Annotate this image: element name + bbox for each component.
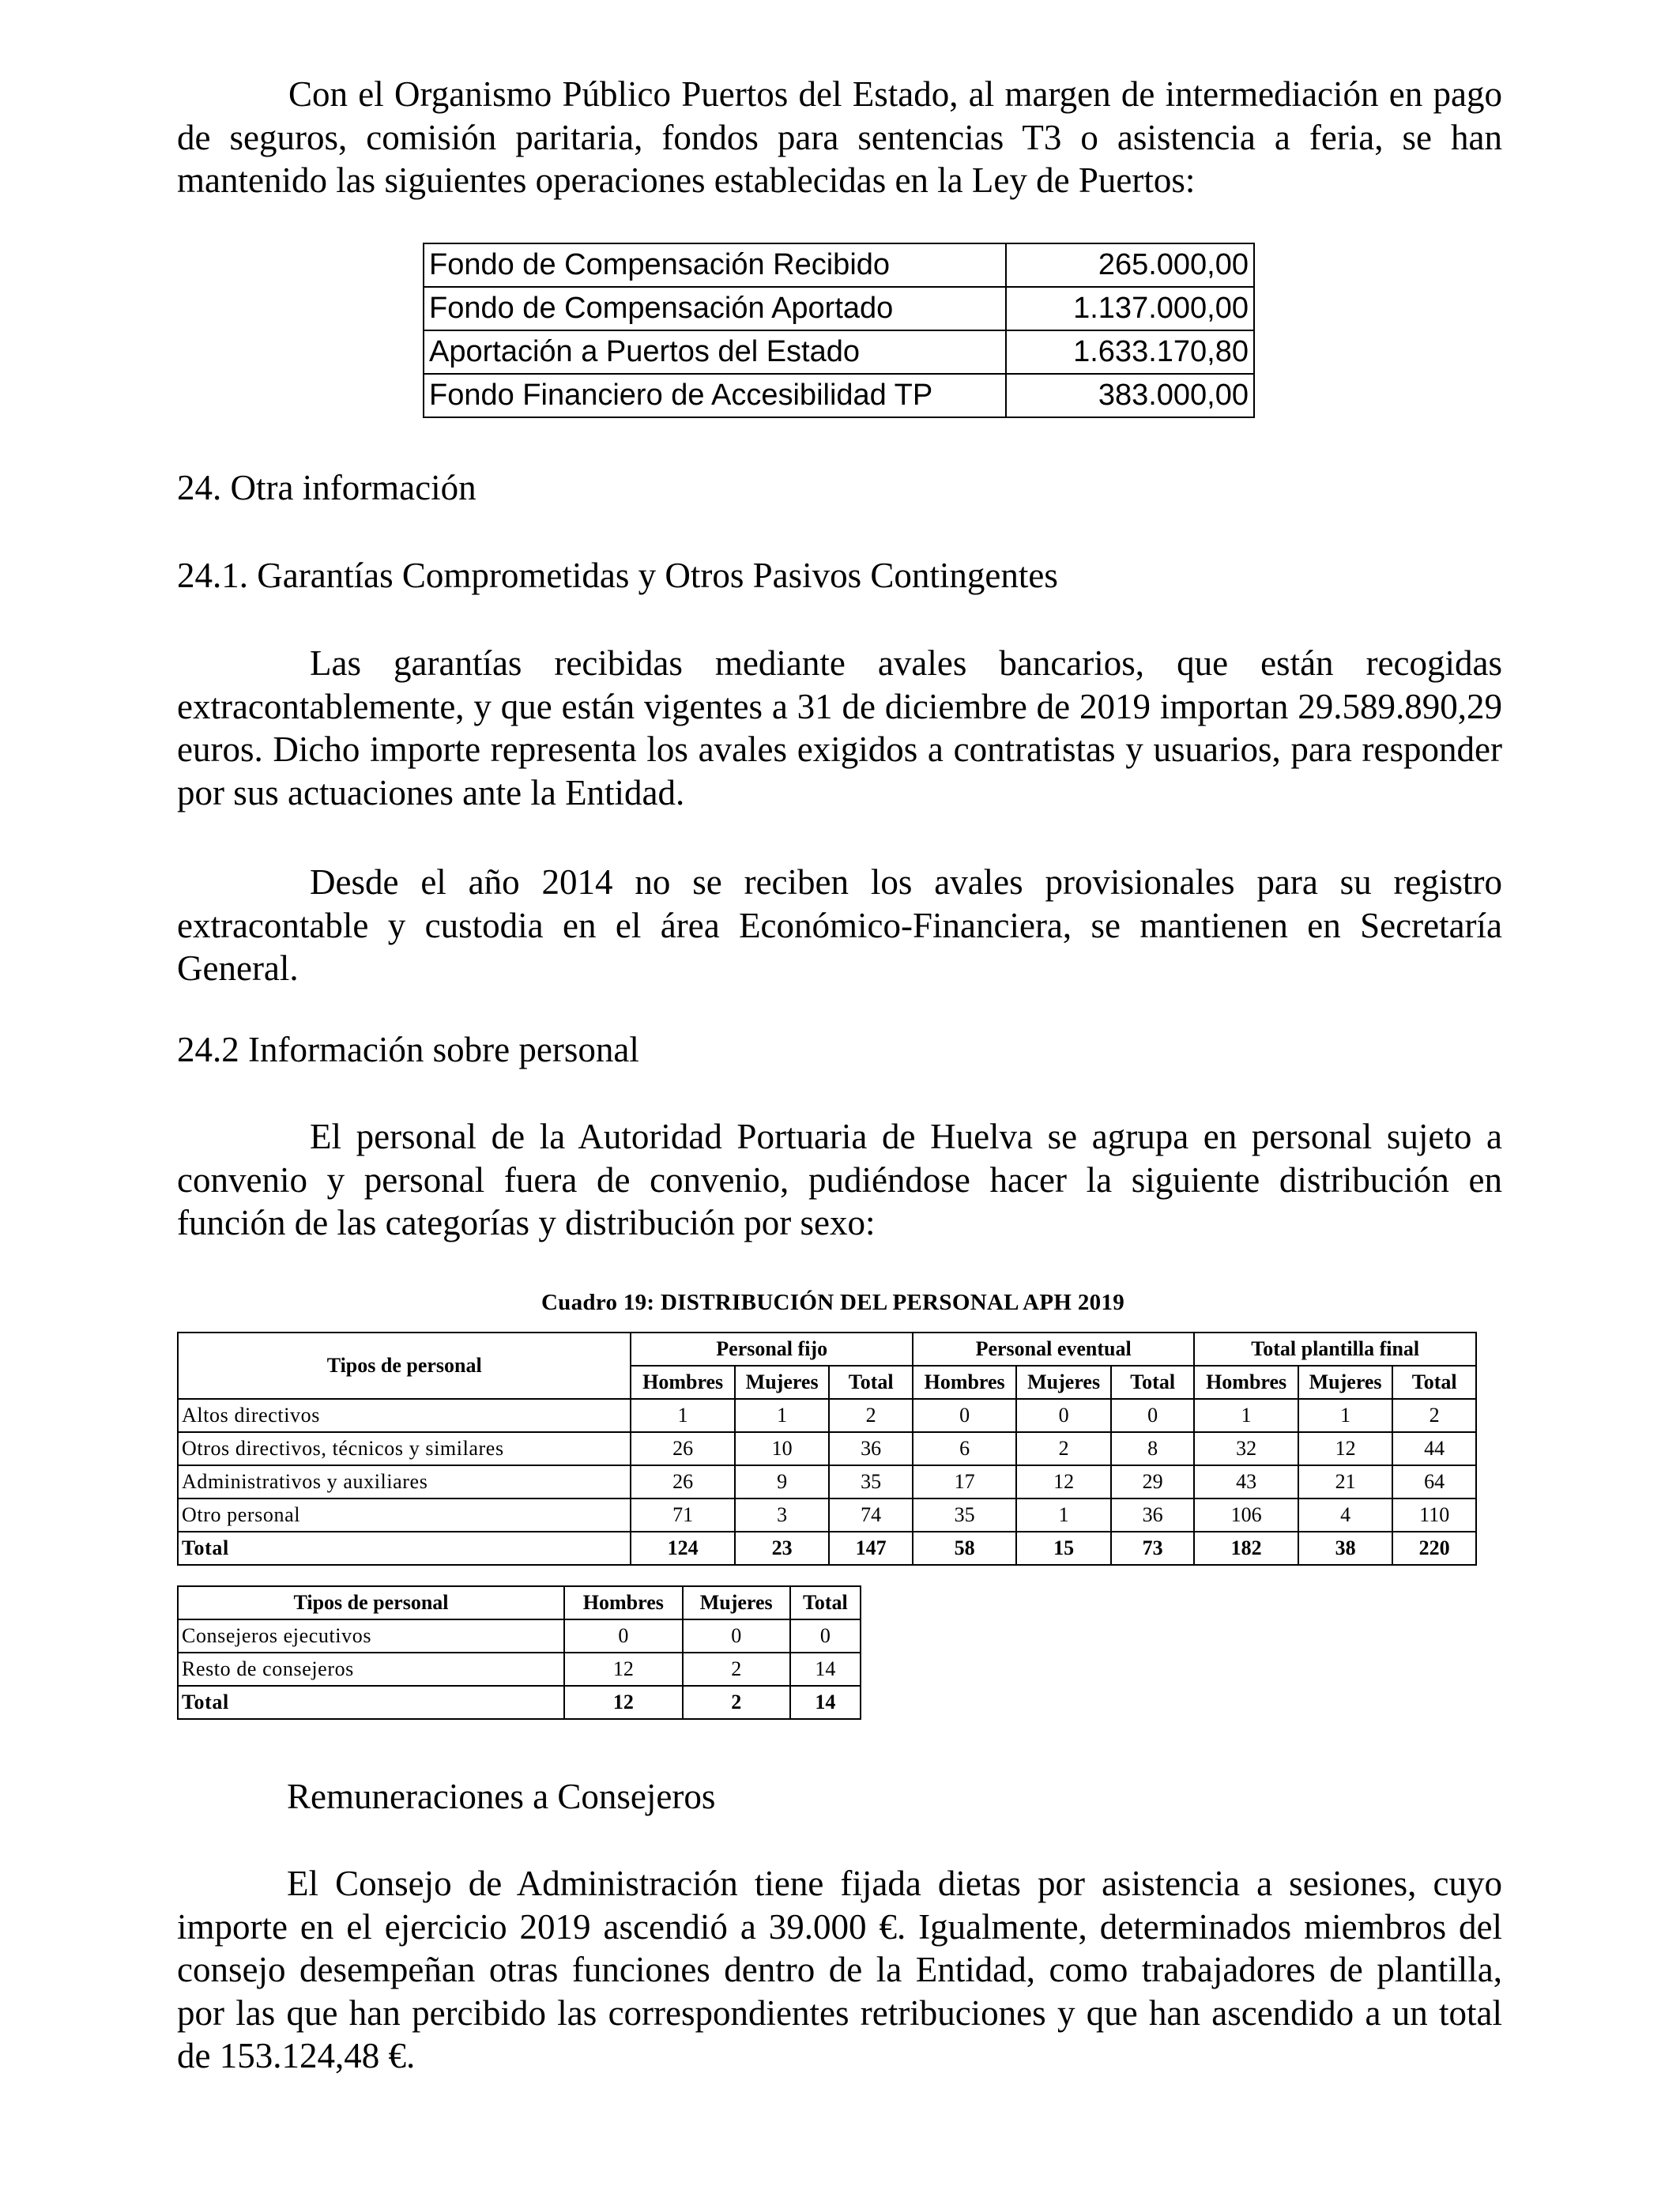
table-cell: 6 xyxy=(913,1432,1016,1465)
table-cell: 1 xyxy=(631,1399,734,1432)
table-row xyxy=(178,1532,1476,1565)
table-cell: 2 xyxy=(683,1653,790,1686)
table-cell: 12 xyxy=(564,1686,683,1719)
table-cell: 2 xyxy=(1392,1399,1476,1432)
table-row xyxy=(178,1619,861,1653)
column-header: Total xyxy=(829,1366,913,1399)
table-cell: 1 xyxy=(1194,1399,1298,1432)
personal-distribution-table xyxy=(177,1332,1477,1566)
table-cell: 1 xyxy=(1016,1498,1111,1532)
table-caption: Cuadro 19: DISTRIBUCIÓN DEL PERSONAL APH 2019 xyxy=(541,1290,1125,1315)
section-heading-24: 24. Otra información xyxy=(177,468,477,507)
table-cell: 14 xyxy=(790,1653,861,1686)
group-header: Total plantilla final xyxy=(1194,1333,1476,1366)
fund-label: Aportación a Puertos del Estado xyxy=(424,330,1006,374)
table-cell: 21 xyxy=(1298,1465,1393,1498)
table-cell: 74 xyxy=(829,1498,913,1532)
table-cell: 38 xyxy=(1298,1532,1393,1565)
fund-row xyxy=(424,243,1254,287)
paragraph-garantias: Las garantías recibidas mediante avales bancarios, que están recogidas extracontablemente, y que están vigentes a 31 de diciembre de 2019 importan 29.589.890,29 euros. Dicho importe representa los avales exigidos a contratistas y usuarios, para responder por sus actuaciones ante la Entidad. xyxy=(177,643,1502,812)
column-header: Hombres xyxy=(1194,1366,1298,1399)
table-header-row xyxy=(178,1333,1476,1366)
table-cell: 12 xyxy=(564,1653,683,1686)
table-cell: 2 xyxy=(829,1399,913,1432)
table-cell: 12 xyxy=(1016,1465,1111,1498)
column-header: Hombres xyxy=(913,1366,1016,1399)
table-cell: 73 xyxy=(1111,1532,1195,1565)
row-label: Otro personal xyxy=(178,1498,631,1532)
table-cell: 15 xyxy=(1016,1532,1111,1565)
column-header-tipos: Tipos de personal xyxy=(178,1333,631,1399)
column-header: Total xyxy=(790,1586,861,1619)
section-heading-24-2: 24.2 Información sobre personal xyxy=(177,1030,639,1069)
fund-label: Fondo de Compensación Recibido xyxy=(424,243,1006,287)
table-cell: 0 xyxy=(913,1399,1016,1432)
table-row xyxy=(178,1653,861,1686)
table-cell: 0 xyxy=(1016,1399,1111,1432)
fund-value: 1.633.170,80 xyxy=(1006,330,1254,374)
section-heading-remuneraciones: Remuneraciones a Consejeros xyxy=(287,1777,716,1816)
table-cell: 43 xyxy=(1194,1465,1298,1498)
table-cell: 2 xyxy=(1016,1432,1111,1465)
table-cell: 0 xyxy=(790,1619,861,1653)
section-heading-24-1: 24.1. Garantías Comprometidas y Otros Pasivos Contingentes xyxy=(177,556,1058,595)
group-header: Personal fijo xyxy=(631,1333,912,1366)
column-header: Mujeres xyxy=(683,1586,790,1619)
table-cell: 35 xyxy=(913,1498,1016,1532)
table-header-row xyxy=(178,1586,861,1619)
column-header: Hombres xyxy=(564,1586,683,1619)
fund-label: Fondo de Compensación Aportado xyxy=(424,287,1006,330)
table-cell: 26 xyxy=(631,1465,734,1498)
table-row xyxy=(178,1498,1476,1532)
row-label: Total xyxy=(178,1686,564,1719)
table-cell: 0 xyxy=(1111,1399,1195,1432)
table-cell: 1 xyxy=(1298,1399,1393,1432)
column-header: Hombres xyxy=(631,1366,734,1399)
fund-value: 1.137.000,00 xyxy=(1006,287,1254,330)
table-row xyxy=(178,1686,861,1719)
table-cell: 10 xyxy=(735,1432,830,1465)
table-cell: 110 xyxy=(1392,1498,1476,1532)
table-cell: 106 xyxy=(1194,1498,1298,1532)
table-cell: 124 xyxy=(631,1532,734,1565)
table-cell: 58 xyxy=(913,1532,1016,1565)
table-cell: 3 xyxy=(735,1498,830,1532)
table-cell: 12 xyxy=(1298,1432,1393,1465)
column-header: Tipos de personal xyxy=(178,1586,564,1619)
fund-row xyxy=(424,374,1254,417)
column-header: Total xyxy=(1392,1366,1476,1399)
table-cell: 0 xyxy=(564,1619,683,1653)
fund-label: Fondo Financiero de Accesibilidad TP xyxy=(424,374,1006,417)
row-label: Otros directivos, técnicos y similares xyxy=(178,1432,631,1465)
row-label: Resto de consejeros xyxy=(178,1653,564,1686)
table-cell: 2 xyxy=(683,1686,790,1719)
table-cell: 32 xyxy=(1194,1432,1298,1465)
table-cell: 1 xyxy=(735,1399,830,1432)
table-cell: 220 xyxy=(1392,1532,1476,1565)
table-cell: 182 xyxy=(1194,1532,1298,1565)
consejo-table xyxy=(177,1585,861,1720)
fund-row xyxy=(424,330,1254,374)
table-cell: 29 xyxy=(1111,1465,1195,1498)
column-header: Mujeres xyxy=(1016,1366,1111,1399)
table-row xyxy=(178,1399,1476,1432)
column-header: Mujeres xyxy=(1298,1366,1393,1399)
table-cell: 23 xyxy=(735,1532,830,1565)
table-cell: 36 xyxy=(829,1432,913,1465)
paragraph-avales: Desde el año 2014 no se reciben los avales provisionales para su registro extracontable y custodia en el área Económico-Financiera, se mantienen en Secretaría General. xyxy=(177,862,1502,988)
column-header: Total xyxy=(1111,1366,1195,1399)
paragraph-remuneraciones: El Consejo de Administración tiene fijada dietas por asistencia a sesiones, cuyo importe en el ejercicio 2019 ascendió a 39.000 €. Igualmente, determinados miembros del consejo desempeñan otras funciones dentro de la Entidad, como trabajadores de plantilla, por las que han percibido las correspondientes retribuciones y que han ascendido a un total de 153.124,48 €. xyxy=(177,1864,1502,2075)
row-label: Consejeros ejecutivos xyxy=(178,1619,564,1653)
table-cell: 4 xyxy=(1298,1498,1393,1532)
fund-row xyxy=(424,287,1254,330)
table-cell: 14 xyxy=(790,1686,861,1719)
table-cell: 35 xyxy=(829,1465,913,1498)
paragraph-operaciones: Con el Organismo Público Puertos del Estado, al margen de intermediación en pago de seguros, comisión paritaria, fondos para sentencias T3 o asistencia a feria, se han mantenido las siguientes operaciones establecidas en la Ley de Puertos: xyxy=(177,74,1502,200)
group-header: Personal eventual xyxy=(913,1333,1194,1366)
row-label: Altos directivos xyxy=(178,1399,631,1432)
table-cell: 64 xyxy=(1392,1465,1476,1498)
table-cell: 147 xyxy=(829,1532,913,1565)
paragraph-personal: El personal de la Autoridad Portuaria de Huelva se agrupa en personal sujeto a convenio y personal fuera de convenio, pudiéndose hacer la siguiente distribución en función de las categorías y distribución por sexo: xyxy=(177,1117,1502,1242)
row-label: Administrativos y auxiliares xyxy=(178,1465,631,1498)
table-cell: 44 xyxy=(1392,1432,1476,1465)
fund-value: 383.000,00 xyxy=(1006,374,1254,417)
table-cell: 9 xyxy=(735,1465,830,1498)
table-cell: 17 xyxy=(913,1465,1016,1498)
table-cell: 36 xyxy=(1111,1498,1195,1532)
table-cell: 26 xyxy=(631,1432,734,1465)
table-cell: 8 xyxy=(1111,1432,1195,1465)
fund-value: 265.000,00 xyxy=(1006,243,1254,287)
table-cell: 0 xyxy=(683,1619,790,1653)
table-row xyxy=(178,1432,1476,1465)
fund-table xyxy=(423,243,1255,418)
column-header: Mujeres xyxy=(735,1366,830,1399)
table-cell: 71 xyxy=(631,1498,734,1532)
row-label: Total xyxy=(178,1532,631,1565)
table-row xyxy=(178,1465,1476,1498)
